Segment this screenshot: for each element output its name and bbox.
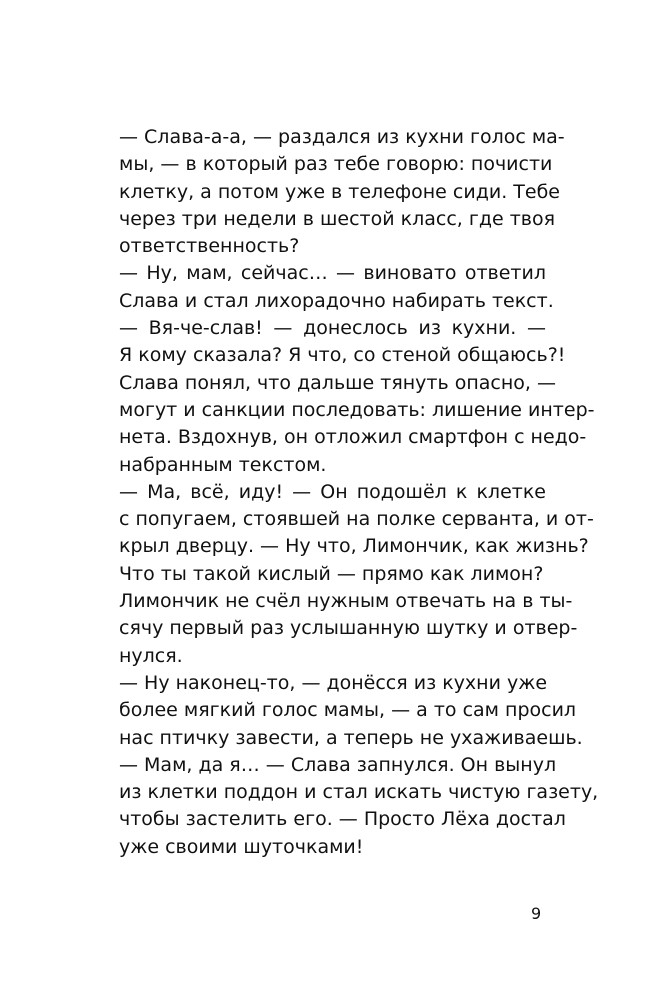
paragraph: [119, 315, 566, 370]
text-line: — Ма, всё, иду! — Он подошёл к клетке: [119, 480, 546, 503]
text-line: — Ну, мам, сейчас… — виновато ответил: [119, 262, 546, 285]
text-line: чтобы застелить его. — Просто Лёха достал: [119, 808, 566, 831]
text-line: через три недели в шестой класс, где твоя: [119, 207, 556, 230]
text-line: Лимончик не счёл нужным отвечать на в ты-: [119, 590, 573, 613]
paragraph: [119, 124, 565, 260]
body-text: [119, 124, 599, 861]
text-line: — Ну наконец-то, — донёсся из кухни уже: [119, 671, 548, 694]
text-line: — Мам, да я… — Слава запнулся. Он вынул: [119, 753, 557, 776]
page-number: 9: [531, 904, 542, 923]
text-line: Слава понял, что дальше тянуть опасно, —: [119, 371, 556, 394]
text-line: могут и санкции последовать: лишение интер-: [119, 398, 595, 421]
text-line: из клетки поддон и стал искать чистую газету,: [119, 781, 599, 804]
text-line: нас птичку завести, а теперь не ухаживаешь.: [119, 726, 583, 749]
text-line: набранным текстом.: [119, 453, 327, 476]
text-line: более мягкий голос мамы, — а то сам просил: [119, 699, 577, 722]
paragraph: [119, 260, 554, 315]
text-line: Что ты такой кислый — прямо как лимон?: [119, 562, 544, 585]
text-line: Я кому сказала? Я что, со стеной общаюсь?!: [119, 344, 566, 367]
text-line: — Вя-че-слав! — донеслось из кухни. —: [119, 317, 546, 340]
paragraph: [119, 752, 599, 861]
text-line: мы, — в который раз тебе говорю: почисти: [119, 153, 553, 176]
text-line: крыл дверцу. — Ну что, Лимончик, как жизнь?: [119, 535, 589, 558]
paragraph: [119, 670, 583, 752]
paragraph: [119, 370, 595, 479]
text-line: — Слава-а-а, — раздался из кухни голос ма-: [119, 126, 565, 148]
paragraph: [119, 479, 594, 588]
text-line: с попугаем, стоявшей на полке серванта, и от-: [119, 508, 594, 531]
text-line: Слава и стал лихорадочно набирать текст.: [119, 289, 554, 312]
text-line: нета. Вздохнув, он отложил смартфон с недо-: [119, 426, 587, 449]
paragraph: [119, 588, 578, 670]
text-line: ответственность?: [119, 235, 300, 258]
text-line: клетку, а потом уже в телефоне сиди. Тебе: [119, 180, 560, 203]
text-line: уже своими шуточками!: [119, 835, 364, 858]
text-line: сячу первый раз услышанную шутку и отвер-: [119, 617, 578, 640]
text-line: нулся.: [119, 644, 183, 667]
